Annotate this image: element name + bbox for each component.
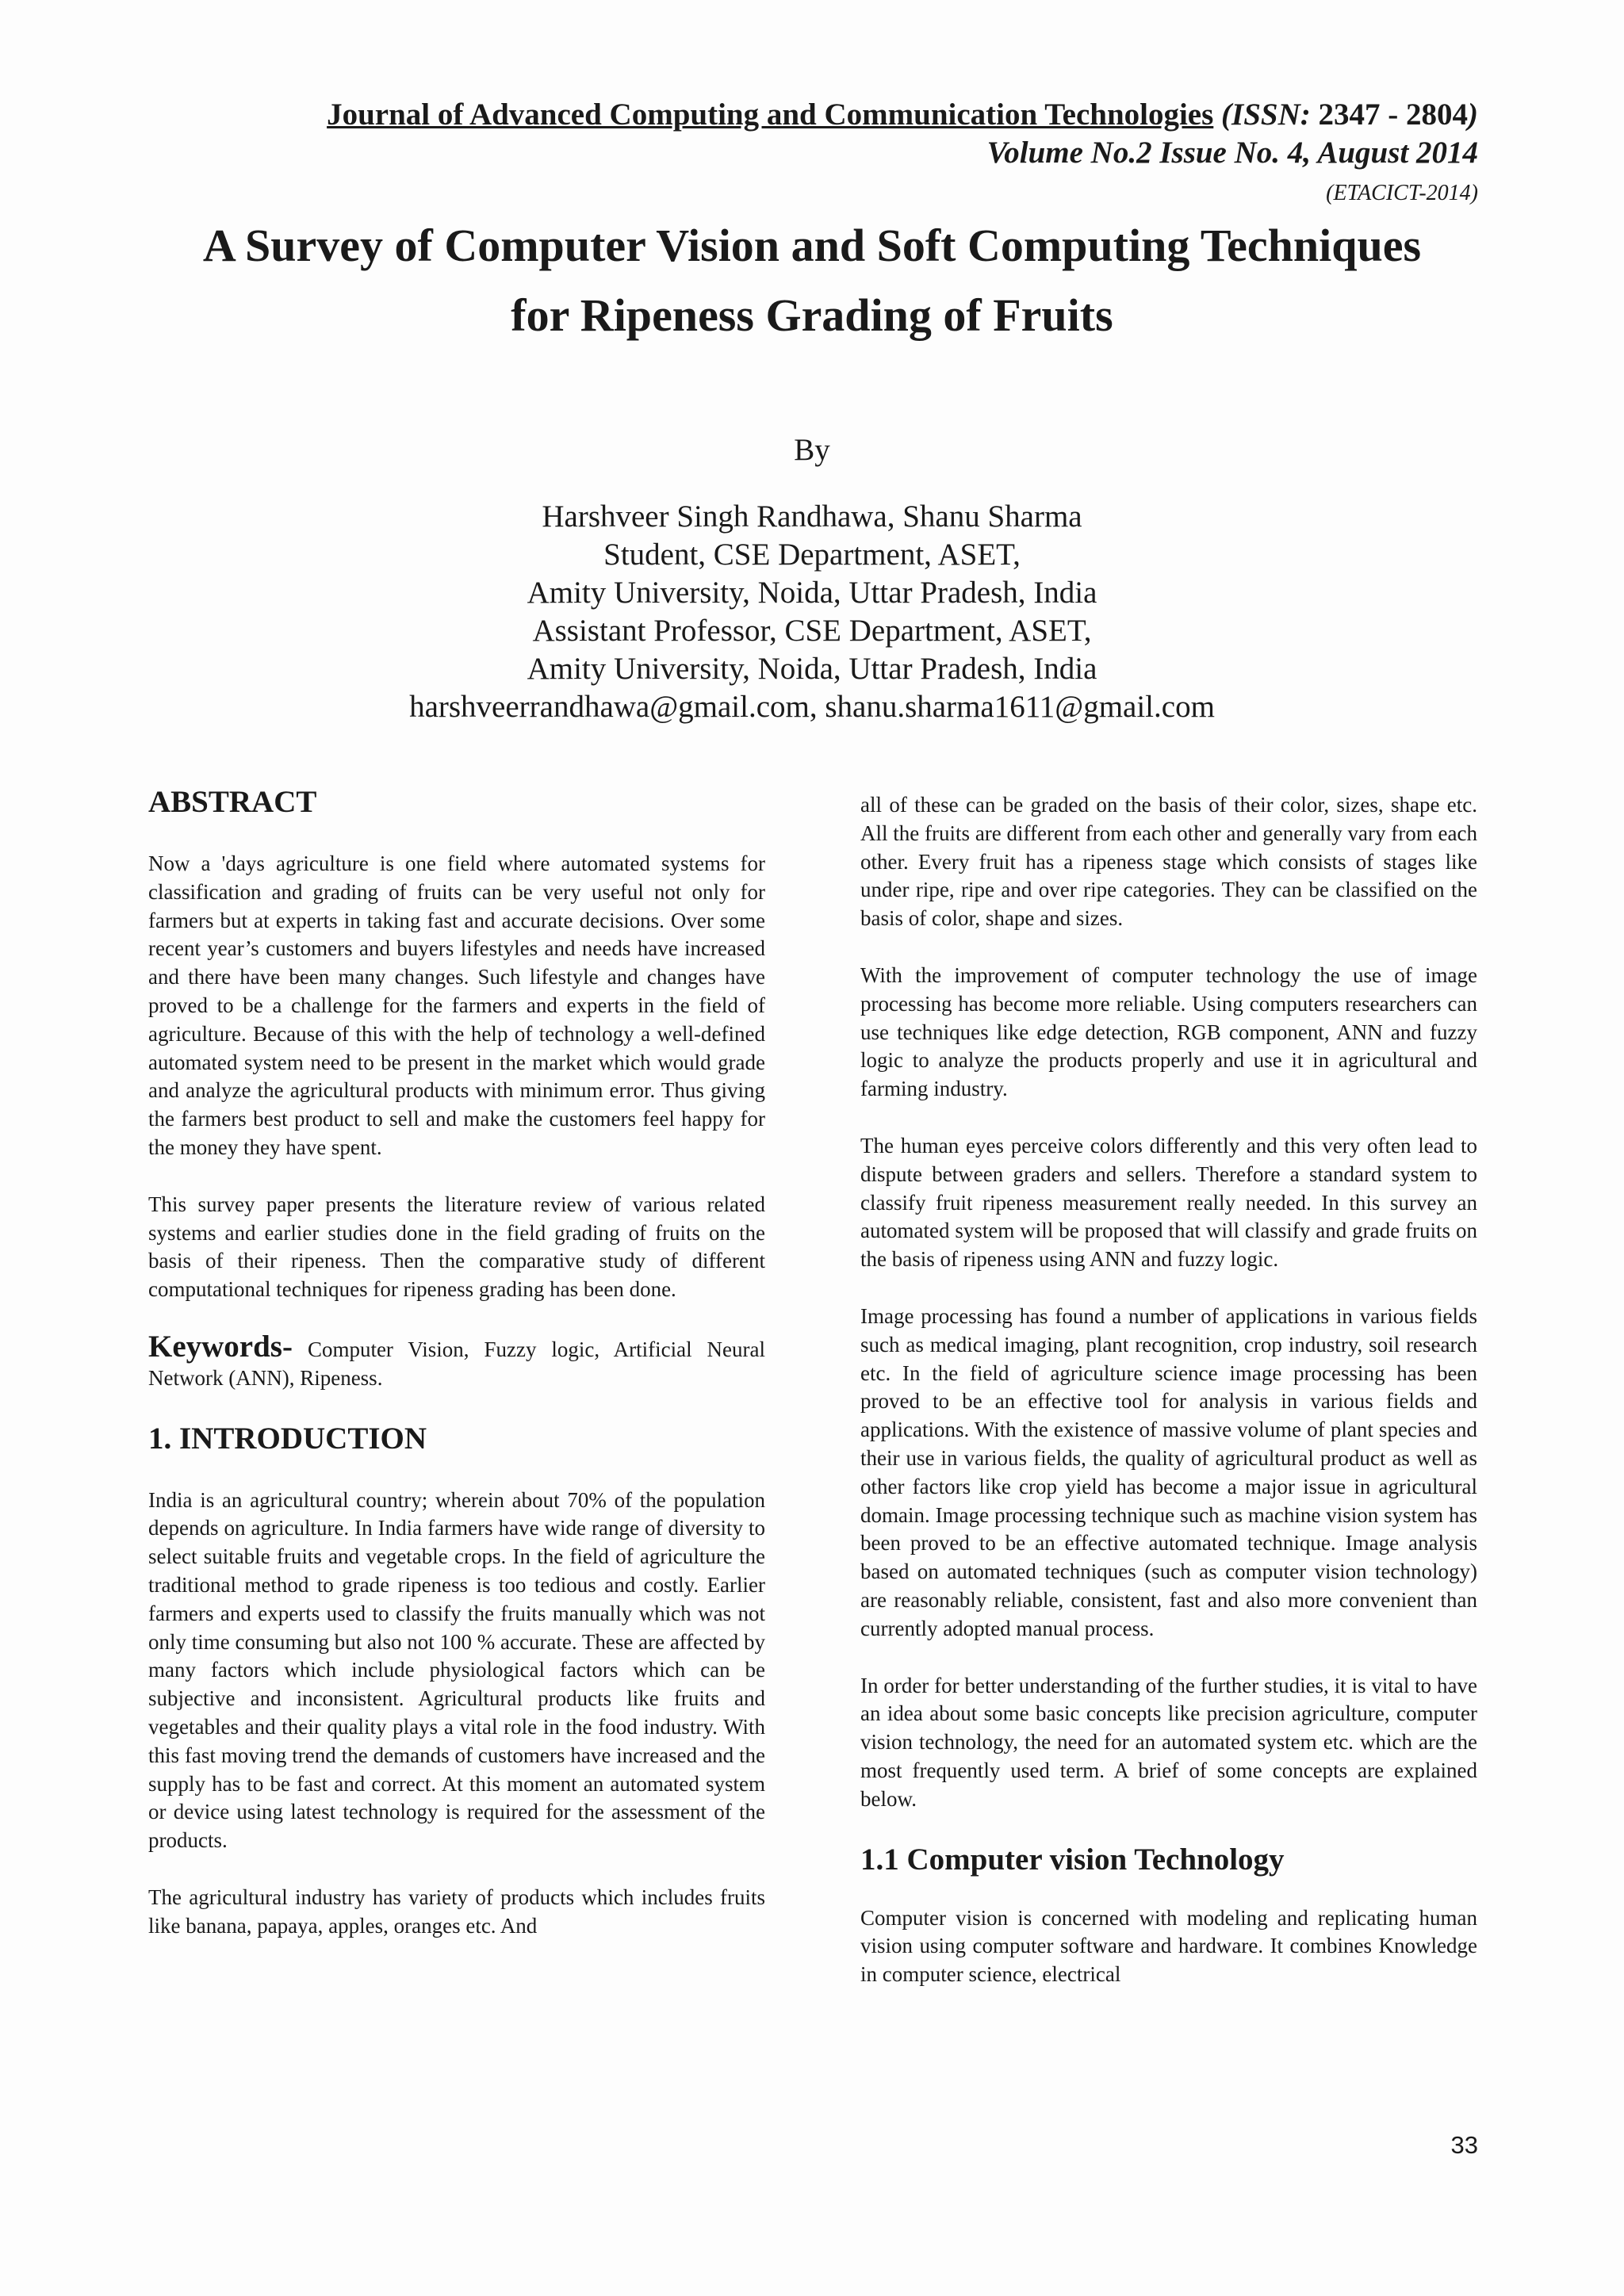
author-block: [0, 498, 1624, 726]
abstract-paragraph-2: This survey paper presents the literature review of various related systems and earlier studies done in the field grading of fruits on the basis of their ripeness. Then the comparative study of different computational techniques for ripeness grading has been done.: [148, 1192, 765, 1302]
issn-label: (ISSN:: [1221, 98, 1311, 132]
introduction-paragraph-1: India is an agricultural country; wherein about 70% of the population depends on agriculture. In India farmers have wide range of diversity to select suitable fruits and vegetable crops. In the field of agriculture the traditional method to grade ripeness is too tedious and costly. Earlier farmers and experts used to classify the fruits manually which was not only time consuming but also not 100 % accurate. These are affected by many factors which include physiological factors which can be subjective and inconsistent. Agricultural products like fruits and vegetables and their quality plays a vital role in the food industry. With this fast moving trend the demands of customers have increased and the supply has to be fast and correct. At this moment an automated system or device using latest technology is required for the assessment of the products.: [148, 1487, 766, 1853]
byline: By: [794, 433, 830, 467]
volume-issue: Volume No.2 Issue No. 4, August 2014: [986, 136, 1478, 170]
paper-title: [79, 211, 1545, 350]
body-paragraph-2: With the improvement of computer technology the use of image processing has become more reliable. Using computers researchers can use techniques like edge detection, RGB component, ANN and fuzzy logic to analyze the products properly and use it in agricultural and farming industry.: [860, 962, 1477, 1101]
issn-number: 2347 - 2804: [1318, 98, 1468, 132]
keywords: [148, 1329, 765, 1393]
body-paragraph-1: all of these can be graded on the basis of their color, sizes, shape etc. All the fruits are different from each other and generally vary from each other. Every fruit has a ripeness stage which consists of stages like under ripe, ripe and over ripe categories. They can be classified on the basis of color, shape and sizes.: [860, 793, 1477, 931]
author-names: Harshveer Singh Randhawa, Shanu Sharma: [542, 499, 1082, 534]
abstract-paragraph-1: Now a 'days agriculture is one field where automated systems for classification and grading of fruits can be very useful not only for farmers but at experts in taking fast and accurate decisions. Over some recent year’s customers and buyers lifestyles and needs have increased and there have been many changes. Such lifestyle and changes have proved to be a challenge for the farmers and experts in the field of agriculture. Because of this with the help of technology a well-defined automated system need to be present in the market which would grade and analyze the agricultural products with minimum error. Thus giving the farmers best product to sell and make the customers feel happy for the money they have spent.: [148, 851, 765, 1159]
introduction-paragraph-2: The agricultural industry has variety of products which includes fruits like banana, papaya, apples, oranges etc. And: [148, 1885, 765, 1938]
body-paragraph-3: The human eyes perceive colors differently and this very often lead to dispute between graders and sellers. Therefore a standard system to classify fruit ripeness measurement really needed. In this survey an automated system will be proposed that will classify and grade fruits on the basis of ripeness using ANN and fuzzy logic.: [860, 1133, 1477, 1272]
conference-tag: (ETACICT-2014): [1326, 181, 1478, 205]
left-column: [148, 785, 765, 1969]
right-column: [860, 791, 1477, 2018]
author-university-1: Amity University, Noida, Uttar Pradesh, India: [527, 576, 1097, 610]
subsection-heading: 1.1 Computer vision Technology: [860, 1842, 1285, 1877]
author-affiliation-1: Student, CSE Department, ASET,: [603, 538, 1021, 572]
body-paragraph-4: Image processing has found a number of applications in various fields such as medical imaging, plant recognition, crop industry, soil research etc. In the field of agriculture science image processing has been proved to be an effective tool for analysis in various fields and applications. With the existence of massive volume of plant species and their use in various fields, the quality of agricultural product as well as other factors like crop yield has become a major issue in agricultural domain. Image processing technique such as machine vision system has been proved to be an effective automated technique. Image analysis based on automated techniques (such as computer vision technology) are reasonably reliable, consistent, fast and also more convenient than currently adopted manual process.: [860, 1303, 1477, 1640]
journal-name: Journal of Advanced Computing and Communication Technologies: [327, 98, 1214, 132]
abstract-heading: ABSTRACT: [148, 785, 317, 819]
body-paragraph-6: Computer vision is concerned with modeling and replicating human vision using computer software and hardware. It combines Knowledge in computer science, electrical: [860, 1905, 1477, 1987]
keywords-text: Computer Vision, Fuzzy logic, Artificial Neural Network (ANN), Ripeness.: [148, 1337, 765, 1390]
keywords-label: Keywords-: [148, 1329, 293, 1364]
author-affiliation-2: Assistant Professor, CSE Department, ASET,: [532, 614, 1092, 648]
introduction-heading: 1. INTRODUCTION: [148, 1421, 427, 1456]
issn-close: ): [1468, 98, 1478, 132]
page-number: 33: [1450, 2131, 1478, 2159]
author-university-2: Amity University, Noida, Uttar Pradesh, India: [527, 652, 1097, 686]
paper-title-line-1: A Survey of Computer Vision and Soft Computing Techniques: [202, 220, 1422, 271]
body-paragraph-5: In order for better understanding of the further studies, it is vital to have an idea about some basic concepts like precision agriculture, computer vision technology, the need for an automated system etc. which are the most frequently used term. A brief of some concepts are explained below.: [860, 1673, 1477, 1811]
journal-header: [327, 97, 1478, 132]
author-emails: harshveerrandhawa@gmail.com, shanu.sharma1611@gmail.com: [409, 690, 1215, 724]
paper-title-line-2: for Ripeness Grading of Fruits: [511, 289, 1113, 341]
